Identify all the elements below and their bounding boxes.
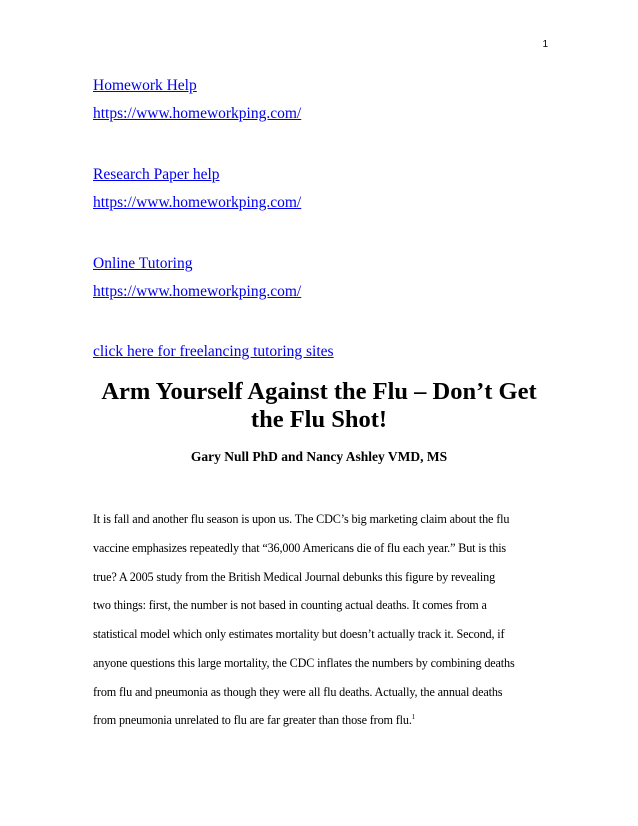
- online-tutoring-link[interactable]: Online Tutoring: [93, 255, 193, 272]
- homework-help-link[interactable]: Homework Help: [93, 77, 197, 94]
- article-title: [80, 378, 558, 434]
- online-tutoring-url-link[interactable]: https://www.homeworkping.com/: [93, 283, 302, 300]
- paragraph-line-text: from pneumonia unrelated to flu are far greater than those from flu.: [93, 713, 412, 727]
- page-number: 1: [542, 39, 548, 50]
- paragraph-line: from flu and pneumonia as though they were all flu deaths. Actually, the annual deaths: [93, 685, 503, 699]
- research-paper-help-link[interactable]: Research Paper help: [93, 166, 220, 183]
- research-paper-url-link[interactable]: https://www.homeworkping.com/: [93, 194, 302, 211]
- article-title-line-1: Arm Yourself Against the Flu – Don’t Get: [101, 378, 537, 405]
- freelancing-tutoring-link[interactable]: click here for freelancing tutoring sites: [93, 343, 334, 360]
- footnote-marker[interactable]: 1: [411, 712, 416, 721]
- paragraph-line: anyone questions this large mortality, the CDC inflates the numbers by combining deaths: [93, 656, 515, 670]
- paragraph-line: statistical model which only estimates mortality but doesn’t actually track it. Second, if: [93, 627, 505, 641]
- article-title-line-2: the Flu Shot!: [250, 406, 388, 433]
- paragraph-line: vaccine emphasizes repeatedly that “36,000 Americans die of flu each year.” But is this: [93, 541, 507, 555]
- paragraph-line: true? A 2005 study from the British Medical Journal debunks this figure by revealing: [93, 570, 496, 584]
- article-authors: Gary Null PhD and Nancy Ashley VMD, MS: [190, 449, 448, 464]
- paragraph-line: It is fall and another flu season is upon us. The CDC’s big marketing claim about the flu: [93, 512, 510, 526]
- paragraph-line: two things: first, the number is not based in counting actual deaths. It comes from a: [93, 598, 487, 612]
- paragraph-last-line: [93, 713, 563, 727]
- homework-help-url-link[interactable]: https://www.homeworkping.com/: [93, 105, 302, 122]
